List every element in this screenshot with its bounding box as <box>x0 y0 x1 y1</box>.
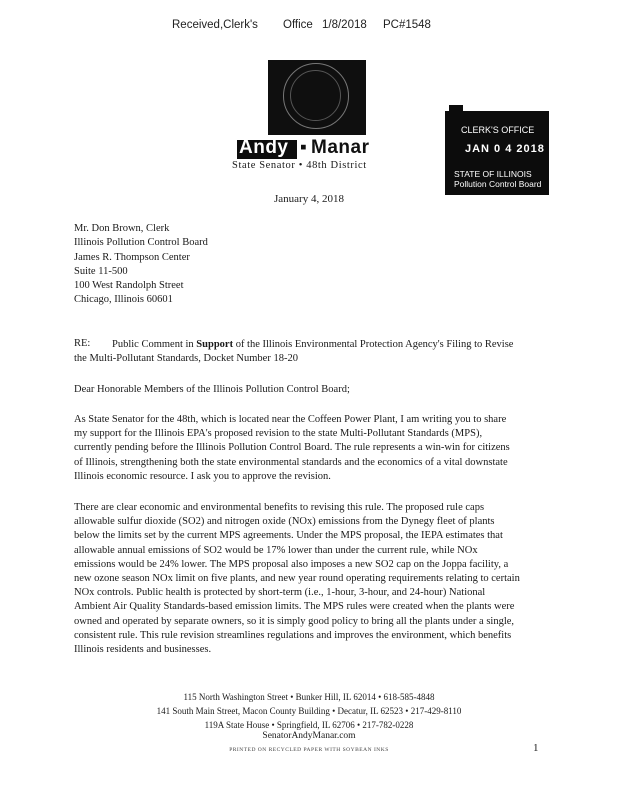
paragraph-line: NOx controls. Public health is protected by short-term (i.e., 1-hour, 3-hour, and 24-hour) National <box>74 587 486 599</box>
seal-ring <box>283 63 349 129</box>
recipient-address <box>74 222 208 308</box>
subject-line <box>74 338 544 366</box>
footer-address-line: 115 North Washington Street • Bunker Hill, IL 62014 • 618-585-4848 <box>183 692 435 702</box>
stamp-tab <box>449 105 463 112</box>
address-line: Chicago, Illinois 60601 <box>74 294 173 306</box>
address-line: Illinois Pollution Control Board <box>74 237 208 249</box>
paragraph-line: currently pending before the Illinois Pollution Control Board. The rule represents a win-win for citizens <box>74 442 510 454</box>
paragraph-line: allowable sulfur dioxide (SO2) and nitrogen oxide (NOx) emissions from the Dynegy fleet of plants <box>74 516 495 528</box>
subject-line-1 <box>74 338 544 352</box>
seal-inner-ring <box>290 70 341 121</box>
subject-line-2: the Multi-Pollutant Standards, Docket Number 18-20 <box>74 353 298 364</box>
senate-seal-logo <box>268 60 366 135</box>
body-paragraph-2 <box>74 501 549 657</box>
paragraph-line: owned and operated by separate owners, so it is simply good policy to bring all the plants under a single, <box>74 615 515 627</box>
subject-text: Public Comment in <box>112 339 197 350</box>
clerk-stamp-state: STATE OF ILLINOIS <box>454 169 532 179</box>
paragraph-line: consistent rule. This rule revision streamlines regulations and improves the environment, which benefits <box>74 629 512 641</box>
salutation: Dear Honorable Members of the Illinois Pollution Control Board; <box>74 384 350 395</box>
senator-district: State Senator • 48th District <box>232 160 367 171</box>
page-number: 1 <box>533 742 539 754</box>
letter-date: January 4, 2018 <box>274 193 344 205</box>
received-date: 1/8/2018 <box>322 19 367 31</box>
name-separator: ▪ <box>300 137 307 158</box>
clerk-stamp-date: JAN 0 4 2018 <box>465 143 545 155</box>
address-line: Suite 11-500 <box>74 265 128 277</box>
body-paragraph-1 <box>74 413 549 484</box>
paragraph-line: allowable annual emissions of SO2 would be 17% lower than under the current rule, while NOx <box>74 544 478 556</box>
subject-text: of the Illinois Environmental Protection Agency's Filing to Revise <box>233 339 514 350</box>
footer-address-line: 141 South Main Street, Macon County Building • Decatur, IL 62523 • 217-429-8110 <box>156 706 462 716</box>
paragraph-line: Illinois economic resource. I ask you to approve the revision. <box>74 470 331 482</box>
address-line: 100 West Randolph Street <box>74 280 184 292</box>
paragraph-line: below the limits set by the current MPS agreements. Under the MPS proposal, the IEPA estimates that <box>74 530 503 542</box>
clerk-stamp-board: Pollution Control Board <box>454 179 542 189</box>
address-line: James R. Thompson Center <box>74 251 190 263</box>
paragraph-line: Ambient Air Quality Standards-based emission limits. The MPS rules were created when the plants were <box>74 601 515 613</box>
subject-support-bold: Support <box>196 339 234 350</box>
paragraph-line: of Illinois, strengthening both the state environmental standards and the economics of a vital downstate <box>74 456 508 468</box>
footer-address-line: 119A State House • Springfield, IL 62706 • 217-782-0228 <box>204 720 414 730</box>
public-comment-number: PC#1548 <box>383 19 431 31</box>
clerk-office-stamp <box>445 111 549 195</box>
senator-first-name: Andy <box>239 137 289 158</box>
paragraph-line: emissions would be 24% lower. The MPS proposal also imposes a new SO2 cap on the Joppa facility, a <box>74 558 509 570</box>
re-label: RE: <box>74 338 91 349</box>
paragraph-line: new ozone season NOx limit on five plants, and new year round operating requirements relating to certain <box>74 573 520 585</box>
clerk-stamp-title: CLERK'S OFFICE <box>461 125 535 135</box>
senator-last-name: Manar <box>311 137 370 158</box>
office-addresses-footer <box>0 690 618 732</box>
website-text: SenatorAndyManar.com <box>262 731 356 741</box>
paragraph-line: There are clear economic and environmental benefits to revising this rule. The proposed rule caps <box>74 502 485 513</box>
office-text: Office <box>283 19 313 31</box>
received-clerk-text: Received,Clerk's <box>172 19 258 31</box>
paragraph-line: my support for the Illinois EPA's proposed revision to the state Multi-Pollutant Standards (MPS), <box>74 428 483 440</box>
paragraph-line: Illinois residents and businesses. <box>74 644 212 656</box>
address-line: Mr. Don Brown, Clerk <box>74 223 170 234</box>
paragraph-line: As State Senator for the 48th, which is located near the Coffeen Power Plant, I am writing you to share <box>74 414 507 425</box>
recycled-paper-note: PRINTED ON RECYCLED PAPER WITH SOYBEAN INKS <box>229 747 389 753</box>
